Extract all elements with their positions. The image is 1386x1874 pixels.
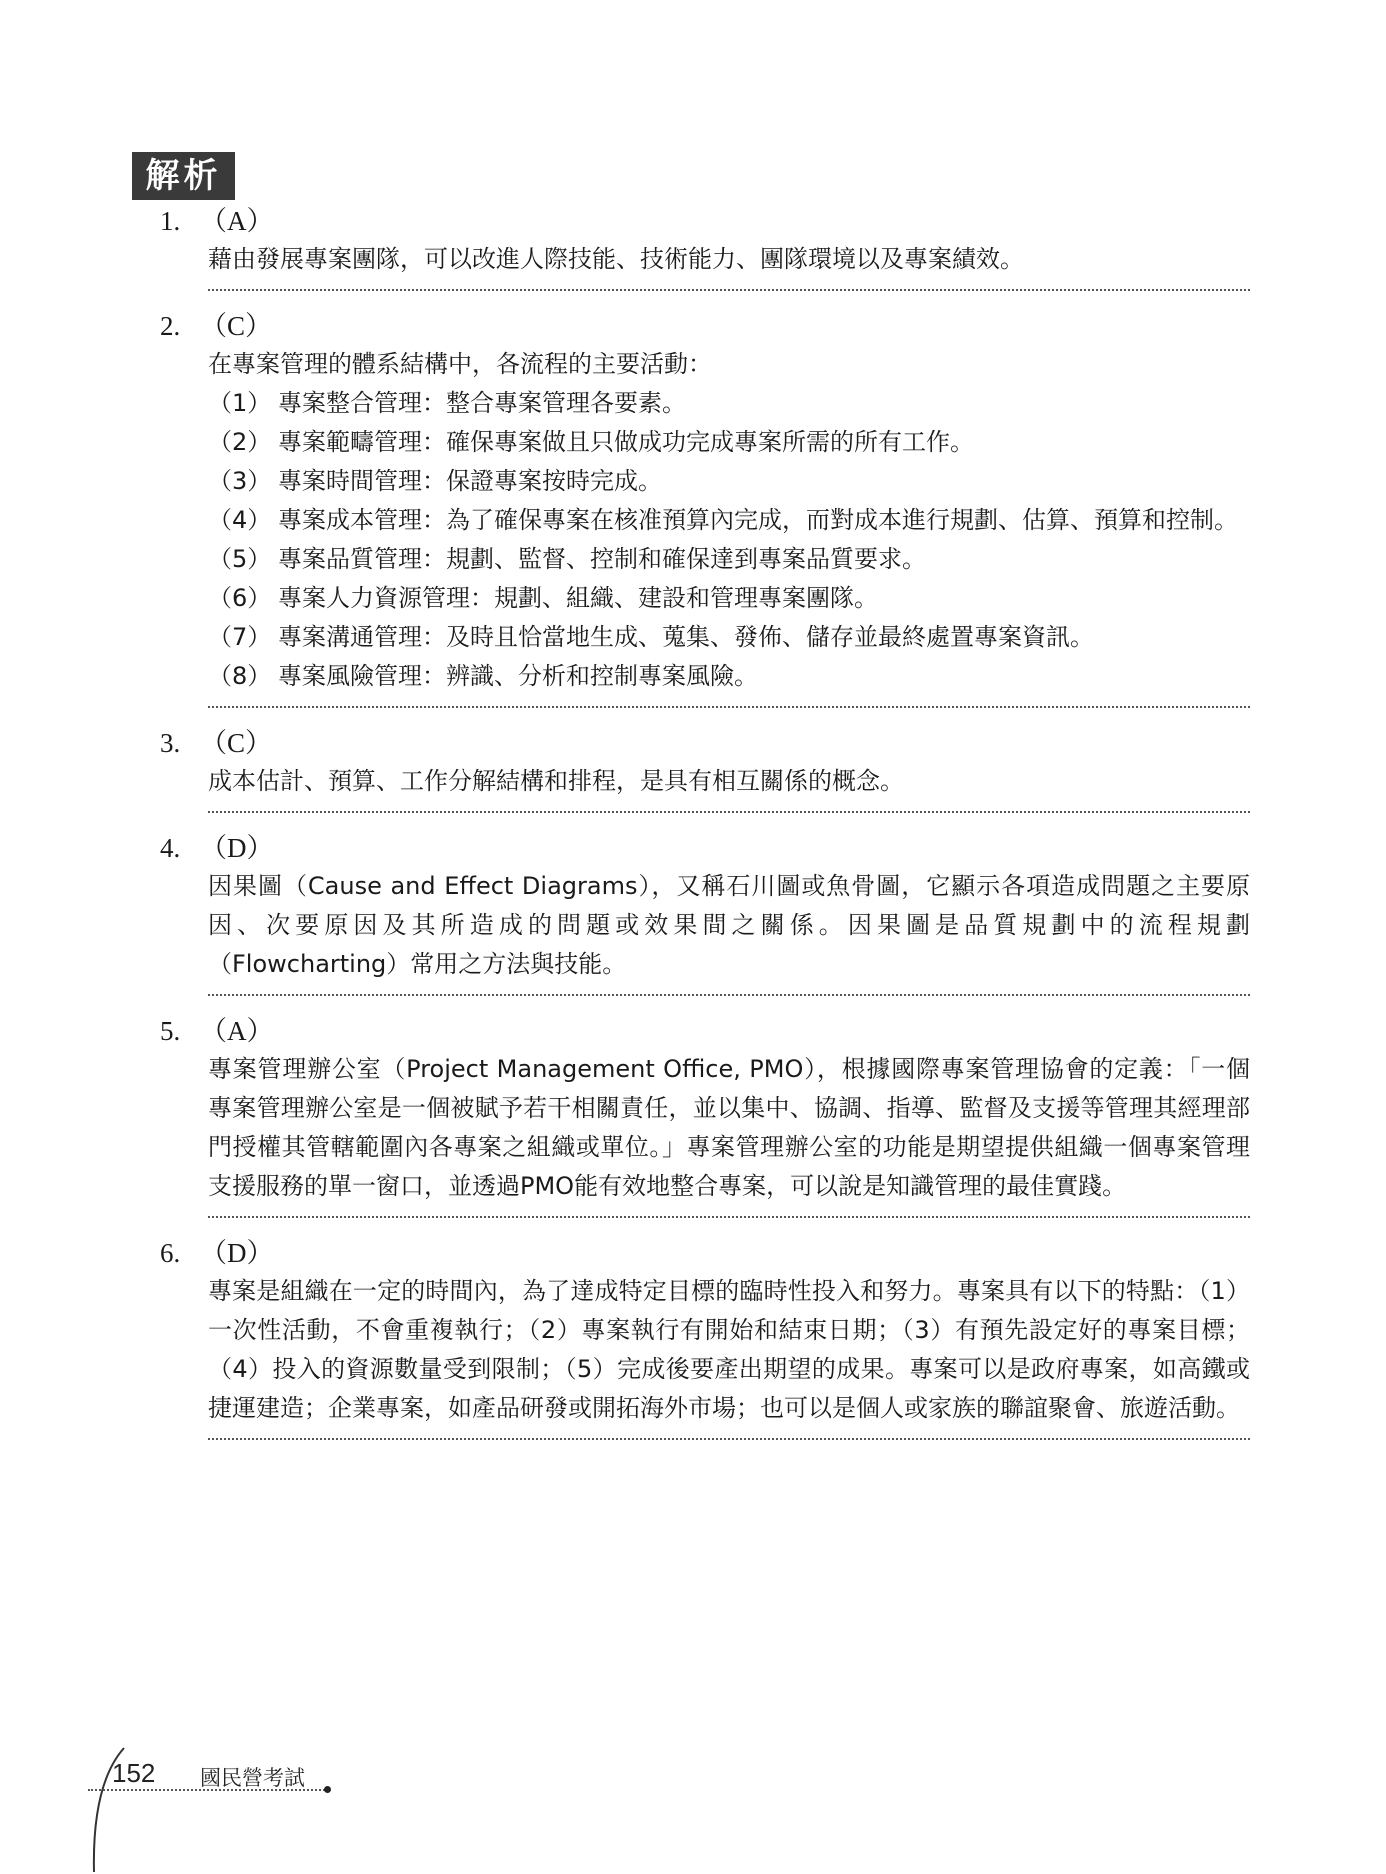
item-number: 4. (160, 833, 181, 863)
answer-item-5 (160, 1012, 1250, 1218)
dotted-divider (208, 289, 1250, 291)
list-label: （3） (208, 467, 272, 495)
dotted-divider (208, 706, 1250, 708)
list-text: 專案溝通管理：及時且恰當地生成、蒐集、發佈、儲存並最終處置專案資訊。 (278, 623, 1094, 651)
list-text: 專案整合管理：整合專案管理各要素。 (278, 389, 686, 417)
item-number: 6. (160, 1238, 181, 1268)
answer-choice: （D） (200, 833, 274, 863)
answer-item-1 (160, 202, 1250, 291)
answer-choice: （A） (200, 1016, 274, 1046)
list-label: （6） (208, 584, 272, 612)
list-text: 專案範疇管理：確保專案做且只做成功完成專案所需的所有工作。 (278, 428, 974, 456)
process-list (208, 384, 1250, 696)
explanation-text: 專案是組織在一定的時間內，為了達成特定目標的臨時性投入和努力。專案具有以下的特點：（1）一次性活動，不會重複執行；（2）專案執行有開始和結束日期；（3）有預先設定好的專案目標；（4）投入的資源數量受到限制；（5）完成後要產出期望的成果。專案可以是政府專案，如高鐵或捷運建造；企業專案，如產品研發或開拓海外市場；也可以是個人或家族的聯誼聚會、旅遊活動。 (208, 1277, 1250, 1422)
answer-item-3 (160, 724, 1250, 813)
item-number: 3. (160, 728, 181, 758)
footer-dot (324, 1786, 331, 1793)
footer-dotted-line (88, 1789, 328, 1791)
answer-choice: （D） (200, 1238, 274, 1268)
explanation-text: 在專案管理的體系結構中，各流程的主要活動： (208, 350, 712, 378)
list-item (208, 579, 1250, 618)
answer-item-4 (160, 829, 1250, 996)
list-item (208, 462, 1250, 501)
dotted-divider (208, 994, 1250, 996)
section-heading: 解析 (132, 152, 235, 200)
item-number: 2. (160, 311, 181, 341)
explanation-text: 藉由發展專案團隊，可以改進人際技能、技術能力、團隊環境以及專案績效。 (208, 245, 1024, 273)
list-item (208, 540, 1250, 579)
list-label: （8） (208, 662, 272, 690)
list-item (208, 618, 1250, 657)
list-item (208, 501, 1250, 540)
dotted-divider (208, 1438, 1250, 1440)
list-item (208, 384, 1250, 423)
dotted-divider (208, 1216, 1250, 1218)
answer-item-6 (160, 1234, 1250, 1440)
answer-choice: （C） (200, 311, 273, 341)
answer-choice: （C） (200, 728, 273, 758)
list-item (208, 657, 1250, 696)
answer-list (160, 202, 1250, 1456)
list-label: （1） (208, 389, 272, 417)
explanation-text: 專案管理辦公室（Project Management Office, PMO），根據國際專案管理協會的定義：「一個專案管理辦公室是一個被賦予若干相關責任，並以集中、協調、指導、監督及支援等管理其經理部門授權其管轄範圍內各專案之組織或單位。」專案管理辦公室的功能是期望提供組織一個專案管理支援服務的單一窗口，並透過PMO能有效地整合專案，可以說是知識管理的最佳實踐。 (208, 1055, 1250, 1200)
list-label: （5） (208, 545, 272, 573)
list-item (208, 423, 1250, 462)
list-text: 專案時間管理：保證專案按時完成。 (278, 467, 662, 495)
answer-choice: （A） (200, 206, 274, 236)
list-text: 專案成本管理：為了確保專案在核准預算內完成，而對成本進行規劃、估算、預算和控制。 (278, 506, 1238, 534)
footer-book-title: 國民營考試 (200, 1766, 305, 1790)
item-number: 5. (160, 1016, 181, 1046)
explanation-text: 成本估計、預算、工作分解結構和排程，是具有相互關係的概念。 (208, 767, 904, 795)
list-text: 專案人力資源管理：規劃、組織、建設和管理專案團隊。 (278, 584, 878, 612)
list-text: 專案品質管理：規劃、監督、控制和確保達到專案品質要求。 (278, 545, 926, 573)
list-label: （7） (208, 623, 272, 651)
list-text: 專案風險管理：辨識、分析和控制專案風險。 (278, 662, 758, 690)
list-label: （2） (208, 428, 272, 456)
answer-item-2 (160, 307, 1250, 708)
explanation-text: 因果圖（Cause and Effect Diagrams），又稱石川圖或魚骨圖，它顯示各項造成問題之主要原因、次要原因及其所造成的問題或效果間之關係。因果圖是品質規劃中的流程規劃（Flowcharting）常用之方法與技能。 (208, 872, 1250, 978)
page-number: 152 (112, 1758, 156, 1788)
dotted-divider (208, 811, 1250, 813)
list-label: （4） (208, 506, 272, 534)
item-number: 1. (160, 206, 181, 236)
